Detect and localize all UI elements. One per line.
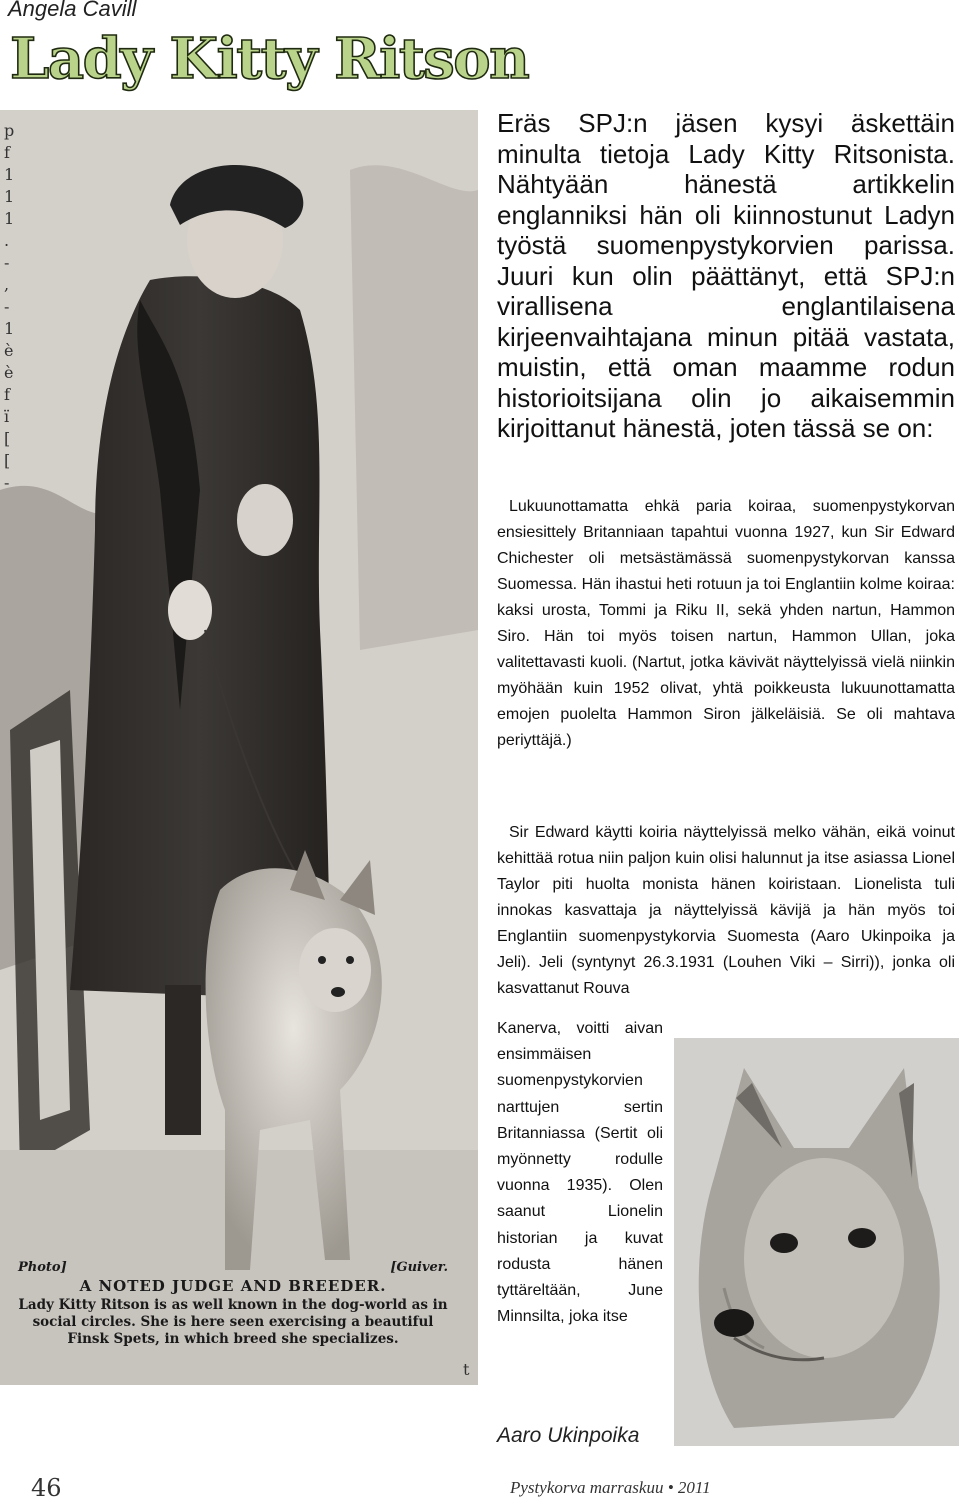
photo-dog-portrait	[674, 1038, 959, 1446]
margin-char: 1	[4, 319, 15, 338]
photo-woman-with-dog	[0, 110, 478, 1385]
margin-char: [	[4, 451, 11, 470]
margin-char: .	[4, 231, 10, 250]
margin-char: ï	[4, 407, 10, 426]
margin-text-fragments	[4, 120, 24, 494]
paragraph-text: Lukuunottamatta ehkä paria koiraa, suomenpystykorvan ensiesittely Britanniaan tapahtui vuonna 1927, kun Sir Edward Chichester oli metsästämässä suomenpystykorvan kanssa Suomessa. Hän ihastui heti rotuun ja toi Englantiin kolme koiraa: kaksi urosta, Tommi ja Riku II, sekä yhden nartun, Hammon Siro. Hän toi myös toisen nartun, Hammon Ullan, joka valitettavasti kuoli. (Nartut, jotka kävivät näyttelyissä vielä niinkin myöhään kuin 1952 olivat, yhtä poikkeusta lukuunottamatta emojen puolelta Hammon Siron jälkeläisiä. Se oli mahtava periyttäjä.)	[497, 498, 955, 749]
photo-credit-right: [Guiver.	[390, 1260, 448, 1275]
margin-char: è	[4, 341, 14, 360]
margin-char: p	[4, 121, 15, 140]
page-number: 46	[31, 1474, 62, 1502]
intro-paragraph	[497, 108, 955, 444]
dog-photo-caption: Aaro Ukinpoika	[497, 1424, 640, 1447]
body-paragraph-1	[497, 494, 955, 754]
article-title: Lady Kitty Ritson	[10, 26, 529, 92]
margin-char: -	[4, 473, 10, 492]
body-paragraph-2	[497, 820, 955, 1002]
photo-woman-with-dog-illustration	[0, 110, 478, 1385]
margin-char: f	[4, 143, 10, 162]
author-name: Angela Cavill	[8, 0, 137, 21]
photo-dog-portrait-illustration	[674, 1038, 959, 1446]
body-paragraph-3	[497, 1016, 663, 1330]
margin-char: -	[4, 297, 10, 316]
margin-char: 1	[4, 187, 15, 206]
photo-caption-heading: A NOTED JUDGE AND BREEDER.	[79, 1277, 387, 1295]
margin-char: [	[4, 429, 11, 448]
intro-text: Eräs SPJ:n jäsen kysyi äskettäin minulta tietoja Lady Kitty Ritsonista. Nähtyään hänestä artikkelin englanniksi hän oli kiinnostunut Ladyn työstä suomenpystykorvien parissa. Juuri kun olin päättänyt, että SPJ:n virallisena englantilaisena kirjeenvaihtajana minun pitää vastata, muistin, että oman maamme rodun historioitsijana olin jo aikaisemmin kirjoittanut hänestä, joten tässä se on:	[497, 108, 955, 443]
margin-char: f	[4, 385, 10, 404]
margin-char: 1	[4, 209, 15, 228]
paragraph-text: Kanerva, voitti aivan ensimmäisen suomenpystykorvien narttujen sertin Britanniassa (Sertit oli myönnetty rodulle vuonna 1935). Olen saanut Lionelin historian ja kuvat rodusta hänen tyttäreltään, June Minnsilta, joka itse	[497, 1020, 663, 1326]
margin-char: 1	[4, 165, 15, 184]
margin-char: ,	[4, 275, 10, 294]
paragraph-text: Sir Edward käytti koiria näyttelyissä melko vähän, eikä voinut kehittää rotua niin paljon kuin olisi halunnut ja itse asiassa Lionel Taylor piti huolta monista hänen koiristaan. Lionelista tuli innokas kasvattaja ja näyttelyissä kävijä ja hän myös toi Englantiin suomenpystykorvia Suomesta (Aaro Ukinpoika ja Jeli). Jeli (syntynyt 26.3.1931 (Louhen Viki – Sirri)), jonka oli kasvattanut Rouva	[497, 824, 955, 997]
margin-stray-char: t	[463, 1360, 470, 1379]
margin-char: è	[4, 363, 14, 382]
photo-credit-left: Photo]	[18, 1260, 67, 1275]
publication-footer: Pystykorva marraskuu • 2011	[510, 1478, 711, 1497]
photo-caption	[18, 1260, 448, 1348]
photo-caption-text: Lady Kitty Ritson is as well known in the dog-world as in social circles. She is here seen exercising a beautiful Finsk Spets, in which breed she specializes.	[18, 1297, 448, 1347]
margin-char: -	[4, 253, 10, 272]
